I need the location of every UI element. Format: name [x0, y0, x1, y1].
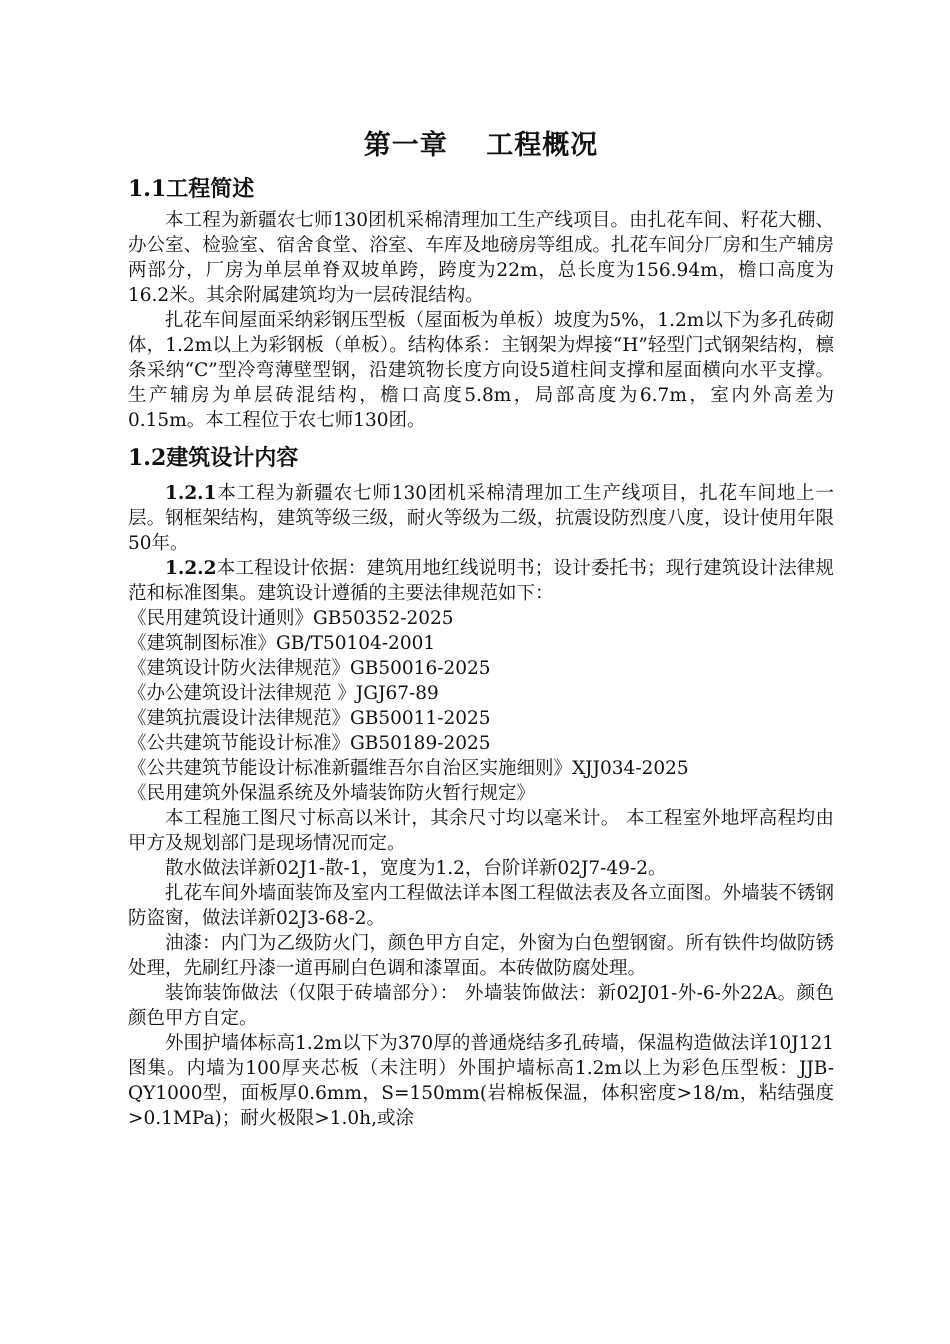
- standard-item: 《建筑设计防火法律规范》GB50016-2025: [128, 658, 491, 679]
- paragraph-exterior-finish: 扎花车间外墙面装饰及室内工程做法详本图工程做法表及各立面图。外墙装不锈钢防盗窗，做法详新02J3-68-2。: [128, 883, 834, 929]
- chapter-title: 第一章 工程概况: [363, 130, 599, 161]
- item-number-1-2-1: 1.2.1: [165, 483, 217, 504]
- paragraph-dimensions: 本工程施工图尺寸标高以米计，其余尺寸均以毫米计。 本工程室外地坪高程均由甲方及规划部门是现场情况而定。: [128, 808, 834, 854]
- paragraph-1-2-2: [128, 556, 834, 606]
- standard-item: 《建筑制图标准》GB/T50104-2001: [128, 633, 436, 654]
- paragraph-1-2-1: [128, 481, 834, 556]
- standard-item: 《公共建筑节能设计标准新疆维吾尔自治区实施细则》XJJ034-2025: [128, 758, 689, 779]
- standard-item: 《民用建筑外保温系统及外墙装饰防火暂行规定》: [128, 783, 536, 804]
- paragraph-enclosure-wall: 外围护墙体标高1.2m以下为370厚的普通烧结多孔砖墙，保温构造做法详10J121图集。内墙为100厚夹芯板（未注明）外围护墙标高1.2m以上为彩色压型板：JJB-QY1000型，面板厚0.6mm，S=150mm(岩棉板保温，体积密度>18/m，粘结强度>0.1MPa)；耐火极限>1.0h,或涂: [128, 1033, 834, 1129]
- standard-item: 《办公建筑设计法律规范 》JGJ67-89: [128, 683, 439, 704]
- paragraph-roof-structure: 扎花车间屋面采纳彩钢压型板（屋面板为单板）坡度为5%，1.2m以下为多孔砖砌体，1.2m以上为彩钢板（单板）。结构体系：主钢架为焊接“H”轻型门式钢架结构，檩条采纳“C”型冷弯薄壁型钢，沿建筑物长度方向设5道柱间支撑和屋面横向水平支撑。生产辅房为单层砖混结构，檐口高度5.8m，局部高度为6.7m，室内外高差为0.15m。本工程位于农七师130团。: [128, 310, 834, 431]
- section-heading-1-2: 1.2建筑设计内容: [128, 445, 299, 471]
- standard-item: 《公共建筑节能设计标准》GB50189-2025: [128, 733, 491, 754]
- section-heading-1-1: 1.1工程简述: [128, 176, 255, 202]
- paragraph-project-overview: 本工程为新疆农七师130团机采棉清理加工生产线项目。由扎花车间、籽花大棚、办公室、检验室、宿舍食堂、浴室、车库及地磅房等组成。扎花车间分厂房和生产辅房两部分，厂房为单层单脊双坡单跨，跨度为22m，总长度为156.94m，檐口高度为16.2米。其余附属建筑均为一层砖混结构。: [128, 210, 834, 306]
- paragraph-apron: 散水做法详新02J1-散-1，宽度为1.2，台阶详新02J7-49-2。: [165, 858, 667, 879]
- paragraph-paint: 油漆：内门为乙级防火门，颜色甲方自定，外窗为白色塑钢窗。所有铁件均做防锈处理，先刷红丹漆一道再刷白色调和漆罩面。本砖做防腐处理。: [128, 933, 834, 979]
- item-number-1-2-2: 1.2.2: [165, 558, 217, 579]
- standard-item: 《建筑抗震设计法律规范》GB50011-2025: [128, 708, 491, 729]
- standards-list: [128, 606, 834, 806]
- standard-item: 《民用建筑设计通则》GB50352-2025: [128, 608, 454, 629]
- document-page: [128, 128, 834, 1131]
- item-text-1-2-2: 本工程设计依据：建筑用地红线说明书；设计委托书；现行建筑设计法律规范和标准图集。建筑设计遵循的主要法律规范如下：: [128, 558, 834, 604]
- paragraph-decoration: 装饰装饰做法（仅限于砖墙部分）： 外墙装饰做法：新02J01-外-6-外22A。颜色颜色甲方自定。: [128, 983, 834, 1029]
- item-text-1-2-1: 本工程为新疆农七师130团机采棉清理加工生产线项目，扎花车间地上一层。钢框架结构，建筑等级三级，耐火等级为二级，抗震设防烈度八度，设计使用年限50年。: [128, 483, 834, 554]
